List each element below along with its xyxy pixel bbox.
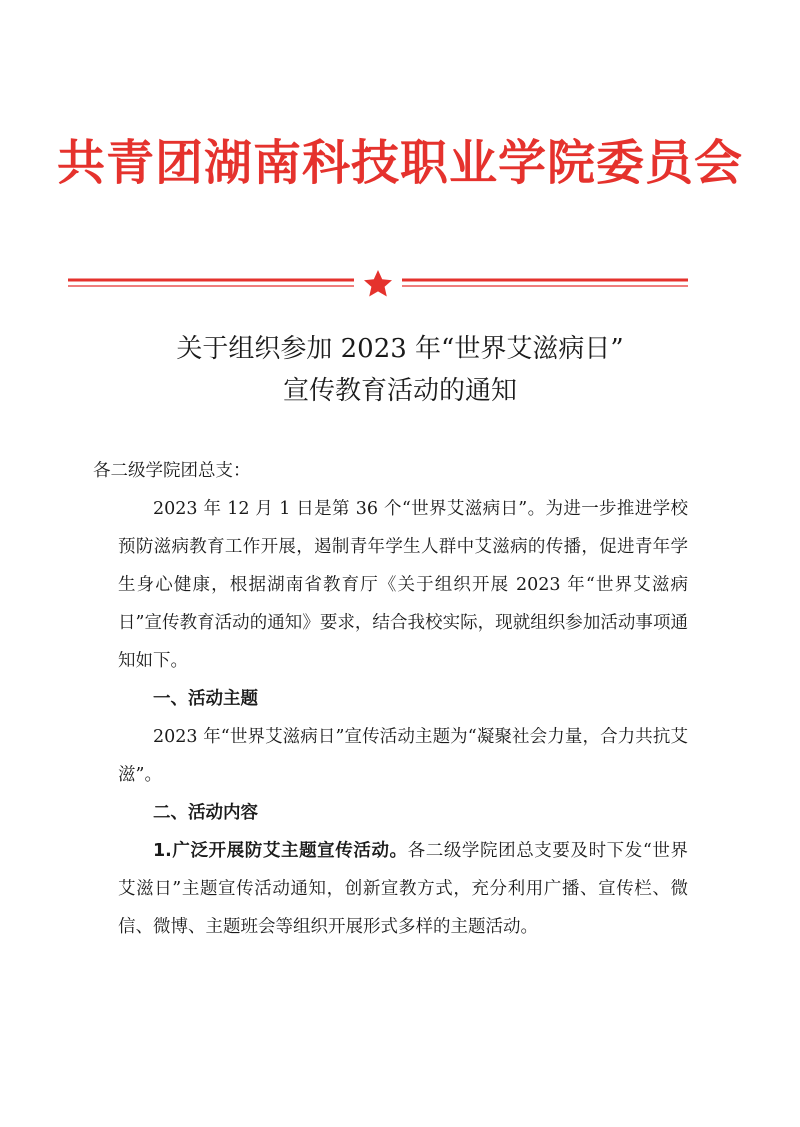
item1-lead: 1.广泛开展防艾主题宣传活动。 — [153, 841, 408, 861]
document-body — [93, 452, 688, 946]
star-icon — [364, 270, 392, 297]
document-title-line1: 关于组织参加 2023 年“世界艾滋病日” — [176, 334, 624, 364]
document-title — [0, 328, 800, 412]
item1-paragraph — [118, 832, 688, 946]
section1-heading: 一、活动主题 — [153, 689, 258, 709]
org-title: 共青团湖南科技职业学院委员会 — [56, 135, 743, 191]
header-divider — [68, 268, 688, 298]
document-title-line2: 宣传教育活动的通知 — [282, 376, 517, 406]
intro-paragraph: 2023 年 12 月 1 日是第 36 个“世界艾滋病日”。为进一步推进学校预防滋病教育工作开展，遏制青年学生人群中艾滋病的传播，促进青年学生身心健康，根据湖南省教育厅《关于组织开展 2023 年“世界艾滋病日”宣传教育活动的通知》要求，结合我校实际，现就组织参加活动事项通知如下。 — [118, 499, 688, 671]
salutation: 各二级学院团总支： — [93, 461, 251, 481]
section1-paragraph: 2023 年“世界艾滋病日”宣传活动主题为“凝聚社会力量，合力共抗艾滋”。 — [118, 727, 688, 785]
item1-text: 各二级学院团总支要及时下发“世界艾滋日”主题宣传活动通知，创新宣教方式，充分利用广播、宣传栏、微信、微博、主题班会等组织开展形式多样的主题活动。 — [118, 841, 688, 937]
section2-heading: 二、活动内容 — [153, 803, 258, 823]
